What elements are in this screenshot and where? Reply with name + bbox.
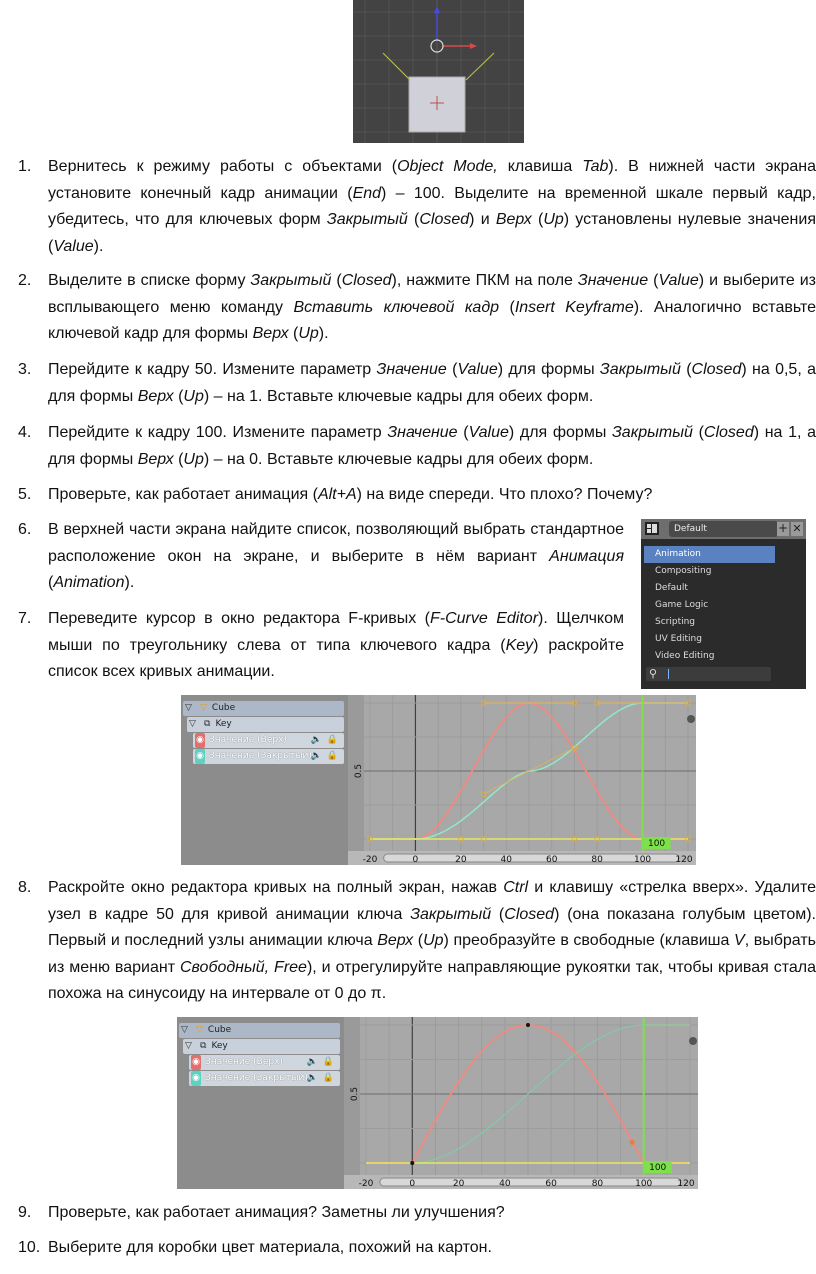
tree-row-object[interactable] (179, 1023, 340, 1038)
text-run: ). (93, 237, 104, 255)
step-number: 2. (18, 272, 32, 289)
italic-term: Object Mode, (397, 158, 498, 175)
italic-term: Closed (691, 361, 742, 378)
viewport-3d[interactable] (353, 0, 524, 143)
text-run: Проверьте, как работает анимация ( (48, 486, 318, 503)
text-run: и клавишу «стрелка вверх». Удалите узел в кадре 50 для кривой анимации ключа (48, 879, 816, 923)
italic-term: End (352, 184, 382, 202)
italic-term: Up (183, 450, 204, 468)
channel-tree (177, 1017, 344, 1189)
viewport-drawing (353, 0, 524, 143)
keyframe-point (410, 1161, 414, 1165)
step-number: 3. (18, 361, 32, 378)
text-run: ) – на 1. Вставьте ключевые кадры для обеих форм. (203, 387, 594, 405)
italic-term: Up (298, 325, 319, 342)
shape-key-icon: ⧉ (200, 1041, 207, 1051)
expand-triangle-icon[interactable]: ▽ (185, 1041, 192, 1051)
text-run: ). В нижней части экрана установите конечный кадр анимации ( (48, 158, 816, 202)
frame-tick-label: 80 (591, 1179, 604, 1189)
search-icon: ⚲ (649, 667, 658, 680)
tree-row-shape-key[interactable] (187, 717, 344, 732)
text-run: ) (она показана голубым цветом). Первый и последний узлы анимации ключа (48, 905, 816, 949)
italic-term: Верх (252, 325, 289, 342)
tree-row-label: Key (211, 1041, 228, 1051)
tree-row-channel[interactable] (189, 1071, 340, 1086)
layout-menu-item[interactable]: Default (655, 583, 688, 593)
object-triangle-icon: ▽ (196, 1025, 203, 1035)
lock-icon[interactable]: 🔒 (322, 1073, 334, 1083)
text-run: Выделите в списке форму (48, 272, 251, 289)
italic-term: Up (543, 211, 564, 228)
axis-x-arrow-icon (443, 43, 477, 49)
current-frame-label: 100 (647, 839, 666, 849)
fcurve-editor-1[interactable] (181, 695, 696, 865)
text-run: Перейдите к кадру 50. Измените параметр (48, 361, 377, 378)
graph-area[interactable] (348, 695, 696, 865)
italic-term: Up (423, 932, 444, 949)
text-run: ( (680, 361, 692, 378)
text-run: ). (318, 325, 329, 342)
italic-term: V (734, 932, 745, 949)
text-run: Раскройте окно редактора кривых на полный экран, нажав (48, 879, 504, 896)
text-caret (668, 669, 669, 679)
italic-term: Закрытый (326, 211, 408, 228)
tree-row-shape-key[interactable] (183, 1039, 340, 1054)
italic-term: Value (468, 424, 509, 441)
text-run: Вернитесь к режиму работы с объектами ( (48, 158, 398, 175)
step-number: 4. (18, 424, 32, 441)
mute-speaker-icon[interactable]: 🔈 (310, 735, 322, 745)
text-run: ( (491, 905, 505, 923)
italic-term: Value (53, 237, 94, 255)
layout-menu-item[interactable]: Scripting (655, 617, 696, 627)
italic-term: Value (658, 272, 699, 289)
italic-term: Вставить ключевой кадр (293, 298, 500, 316)
italic-term: Закрытый (250, 272, 332, 289)
add-layout-icon[interactable]: + (777, 521, 789, 535)
frame-tick-label: 120 (675, 855, 693, 865)
frame-tick-label: 40 (499, 1179, 511, 1189)
italic-term: Закрытый (611, 424, 693, 441)
mute-speaker-icon[interactable]: 🔈 (306, 1057, 318, 1067)
layout-menu-item[interactable]: Game Logic (655, 600, 709, 610)
italic-term: Ctrl (503, 879, 529, 896)
italic-term: F-Curve Editor (430, 610, 539, 627)
tree-row-object[interactable] (183, 701, 344, 716)
visibility-eye-icon[interactable]: ◉ (191, 1055, 201, 1070)
italic-term: Значение (577, 272, 649, 289)
tree-row-label: Значение (Верх) (205, 1057, 283, 1067)
italic-term: Значение (387, 424, 458, 441)
value-axis-label: 0.5 (354, 763, 364, 779)
lock-icon[interactable]: 🔒 (326, 751, 338, 761)
italic-term: Key (505, 636, 534, 654)
italic-term: Value (457, 361, 498, 378)
italic-term: Up (183, 387, 204, 405)
layout-menu-list (644, 546, 804, 665)
tree-row-channel[interactable] (193, 733, 344, 748)
visibility-eye-icon[interactable]: ◉ (195, 733, 205, 748)
text-run: ). (124, 574, 135, 591)
graph-background (344, 1017, 698, 1175)
text-run: ( (173, 450, 184, 468)
object-triangle-icon: ▽ (200, 703, 207, 713)
delete-layout-icon[interactable]: ✕ (792, 522, 802, 535)
text-run: ( (499, 298, 515, 316)
frame-tick-label: -20 (362, 855, 378, 865)
italic-term: Закрытый (410, 905, 492, 923)
text-run: ( (531, 211, 544, 228)
screen-type-icon[interactable] (645, 522, 659, 535)
step-text (48, 1235, 816, 1262)
menu-search-field[interactable] (646, 667, 771, 681)
text-run: ) и (469, 211, 496, 228)
italic-term: Свободный, Free (179, 958, 307, 976)
text-run: ). Щелчком мыши по треугольнику слева от типа ключевого кадра ( (48, 610, 625, 654)
text-run: ( (407, 211, 420, 228)
tree-row-label: Cube (211, 703, 236, 713)
text-run: ( (413, 932, 424, 949)
italic-term: Верх (377, 932, 414, 949)
text-run: ) для формы (508, 424, 612, 441)
text-run: клавиша (497, 158, 583, 175)
layout-menu-item[interactable]: UV Editing (655, 634, 702, 644)
step-number: 10. (18, 1239, 41, 1256)
tree-row-label: Key (215, 719, 232, 729)
text-run: ( (648, 272, 659, 289)
text-run: ) для формы (497, 361, 600, 378)
layout-menu-item[interactable]: Compositing (655, 566, 712, 576)
italic-term: Insert Keyframe (514, 298, 634, 316)
shape-key-icon: ⧉ (204, 719, 211, 729)
layout-current-value: Default (674, 524, 707, 534)
text-run: ( (692, 424, 704, 441)
add-region-icon[interactable] (689, 1037, 697, 1045)
step-number: 6. (18, 521, 32, 538)
text-run: ) и выберите из всплывающего меню команду (48, 272, 816, 316)
visibility-eye-icon[interactable]: ◉ (191, 1071, 201, 1086)
text-run: Проверьте, как работает анимация? Заметны ли улучшения? (48, 1204, 505, 1221)
text-run: ( (288, 325, 299, 342)
mute-speaker-icon[interactable]: 🔈 (310, 751, 322, 761)
italic-term: Анимация (549, 547, 624, 565)
italic-term: Closed (341, 272, 392, 289)
frame-tick-label: 40 (500, 855, 513, 865)
layout-menu-item[interactable]: Animation (644, 546, 775, 563)
tree-row-channel[interactable] (189, 1055, 340, 1070)
add-region-icon[interactable] (687, 715, 695, 723)
italic-term: Closed (419, 211, 470, 228)
frame-tick-label: 60 (545, 1179, 557, 1189)
frame-tick-label: 0 (412, 855, 419, 865)
text-run: Переведите курсор в окно редактора F-кривых ( (48, 610, 430, 627)
text-run: ) на 0,5, а для формы (48, 361, 816, 405)
step-text (48, 154, 816, 260)
expand-triangle-icon[interactable]: ▽ (185, 703, 192, 713)
text-run: Перейдите к кадру 100. Измените параметр (48, 424, 388, 441)
tree-row-label: Значение (Закрытый) (209, 751, 312, 761)
frame-tick-label: 80 (591, 855, 603, 865)
italic-term: Closed (703, 424, 754, 441)
step-number: 8. (18, 879, 32, 896)
step-number: 1. (18, 158, 32, 175)
tree-row-label: Значение (Верх) (209, 735, 287, 745)
italic-term: Верх (495, 211, 532, 228)
step-text (48, 268, 816, 348)
italic-term: Animation (53, 574, 125, 591)
keyframe-handle-point (630, 1140, 635, 1145)
text-run: ( (173, 387, 184, 405)
text-run: ), нажмите ПКМ на поле (391, 272, 578, 289)
text-run: ) преобразуйте в свободные (клавиша (443, 932, 735, 949)
tree-row-label: Значение (Закрытый) (205, 1073, 308, 1083)
text-run: ( (446, 361, 458, 378)
keyframe-point (526, 1023, 530, 1027)
screen-layout-menu (641, 519, 806, 689)
text-run: ) – 100. Выделите на временной шкале первый кадр, убедитесь, что для ключевых форм (48, 184, 816, 228)
italic-term: Верх (137, 387, 174, 405)
step-text (48, 517, 624, 597)
italic-term: Alt+A (317, 486, 357, 503)
italic-term: Верх (137, 450, 174, 468)
step-text (48, 606, 624, 686)
frame-tick-label: 120 (677, 1179, 695, 1189)
frame-tick-label: -20 (358, 1179, 374, 1189)
step-number: 9. (18, 1204, 32, 1221)
current-frame-label: 100 (649, 1163, 667, 1173)
text-run: ) раскройте список всех кривых анимации. (48, 636, 624, 680)
text-run: , выбрать из меню вариант (48, 932, 816, 976)
text-run: ), и отрегулируйте направляющие рукоятки так, чтобы кривая стала похожа на синусоиду на интервале от 0 до π. (48, 958, 816, 1002)
visibility-eye-icon[interactable]: ◉ (195, 749, 205, 764)
text-run: Выберите для коробки цвет материала, похожий на картон. (48, 1239, 492, 1256)
expand-triangle-icon[interactable]: ▽ (189, 719, 196, 729)
fcurve-editor-2[interactable] (177, 1017, 698, 1189)
text-run: В верхней части экрана найдите список, позволяющий выбрать стандартное расположение окон на экране, и выберите в нём вариант (48, 521, 624, 565)
lock-icon[interactable]: 🔒 (322, 1057, 334, 1067)
text-run: ) на 1, а для формы (48, 424, 816, 468)
text-run: ). Аналогично вставьте ключевой кадр для формы (48, 298, 816, 342)
tree-row-label: Cube (207, 1025, 232, 1035)
axis-z-arrow-icon (434, 6, 440, 40)
text-run: ( (331, 272, 342, 289)
text-run: ( (457, 424, 469, 441)
frame-tick-label: 20 (452, 1179, 465, 1189)
frame-tick-label: 20 (455, 855, 467, 865)
text-run: ) установлены нулевые значения ( (48, 211, 816, 255)
layout-menu-item[interactable]: Video Editing (655, 651, 715, 661)
step-text (48, 1200, 816, 1227)
frame-tick-label: 0 (409, 1179, 416, 1189)
step-text (48, 482, 816, 509)
step-number: 7. (18, 610, 32, 627)
channel-tree (181, 695, 348, 865)
graph-area[interactable] (344, 1017, 698, 1189)
italic-term: Tab (582, 158, 609, 175)
lock-icon[interactable]: 🔒 (326, 735, 338, 745)
italic-term: Значение (376, 361, 447, 378)
italic-term: Closed (504, 905, 555, 923)
step-text (48, 875, 816, 1008)
text-run: ) – на 0. Вставьте ключевые кадры для обеих форм. (203, 450, 594, 468)
expand-triangle-icon[interactable]: ▽ (181, 1025, 188, 1035)
layout-dropdown[interactable] (669, 521, 778, 537)
step-number: 5. (18, 486, 32, 503)
frame-tick-label: 60 (545, 855, 558, 865)
mute-speaker-icon[interactable]: 🔈 (306, 1073, 318, 1083)
italic-term: Закрытый (599, 361, 681, 378)
text-run: ) на виде спереди. Что плохо? Почему? (356, 486, 653, 503)
text-run: ( (48, 574, 54, 591)
tree-row-channel[interactable] (193, 749, 344, 764)
value-axis-label: 0.5 (350, 1086, 360, 1102)
step-text (48, 357, 816, 410)
frame-tick-label: 100 (635, 1179, 653, 1189)
step-text (48, 420, 816, 473)
frame-tick-label: 100 (633, 855, 652, 865)
